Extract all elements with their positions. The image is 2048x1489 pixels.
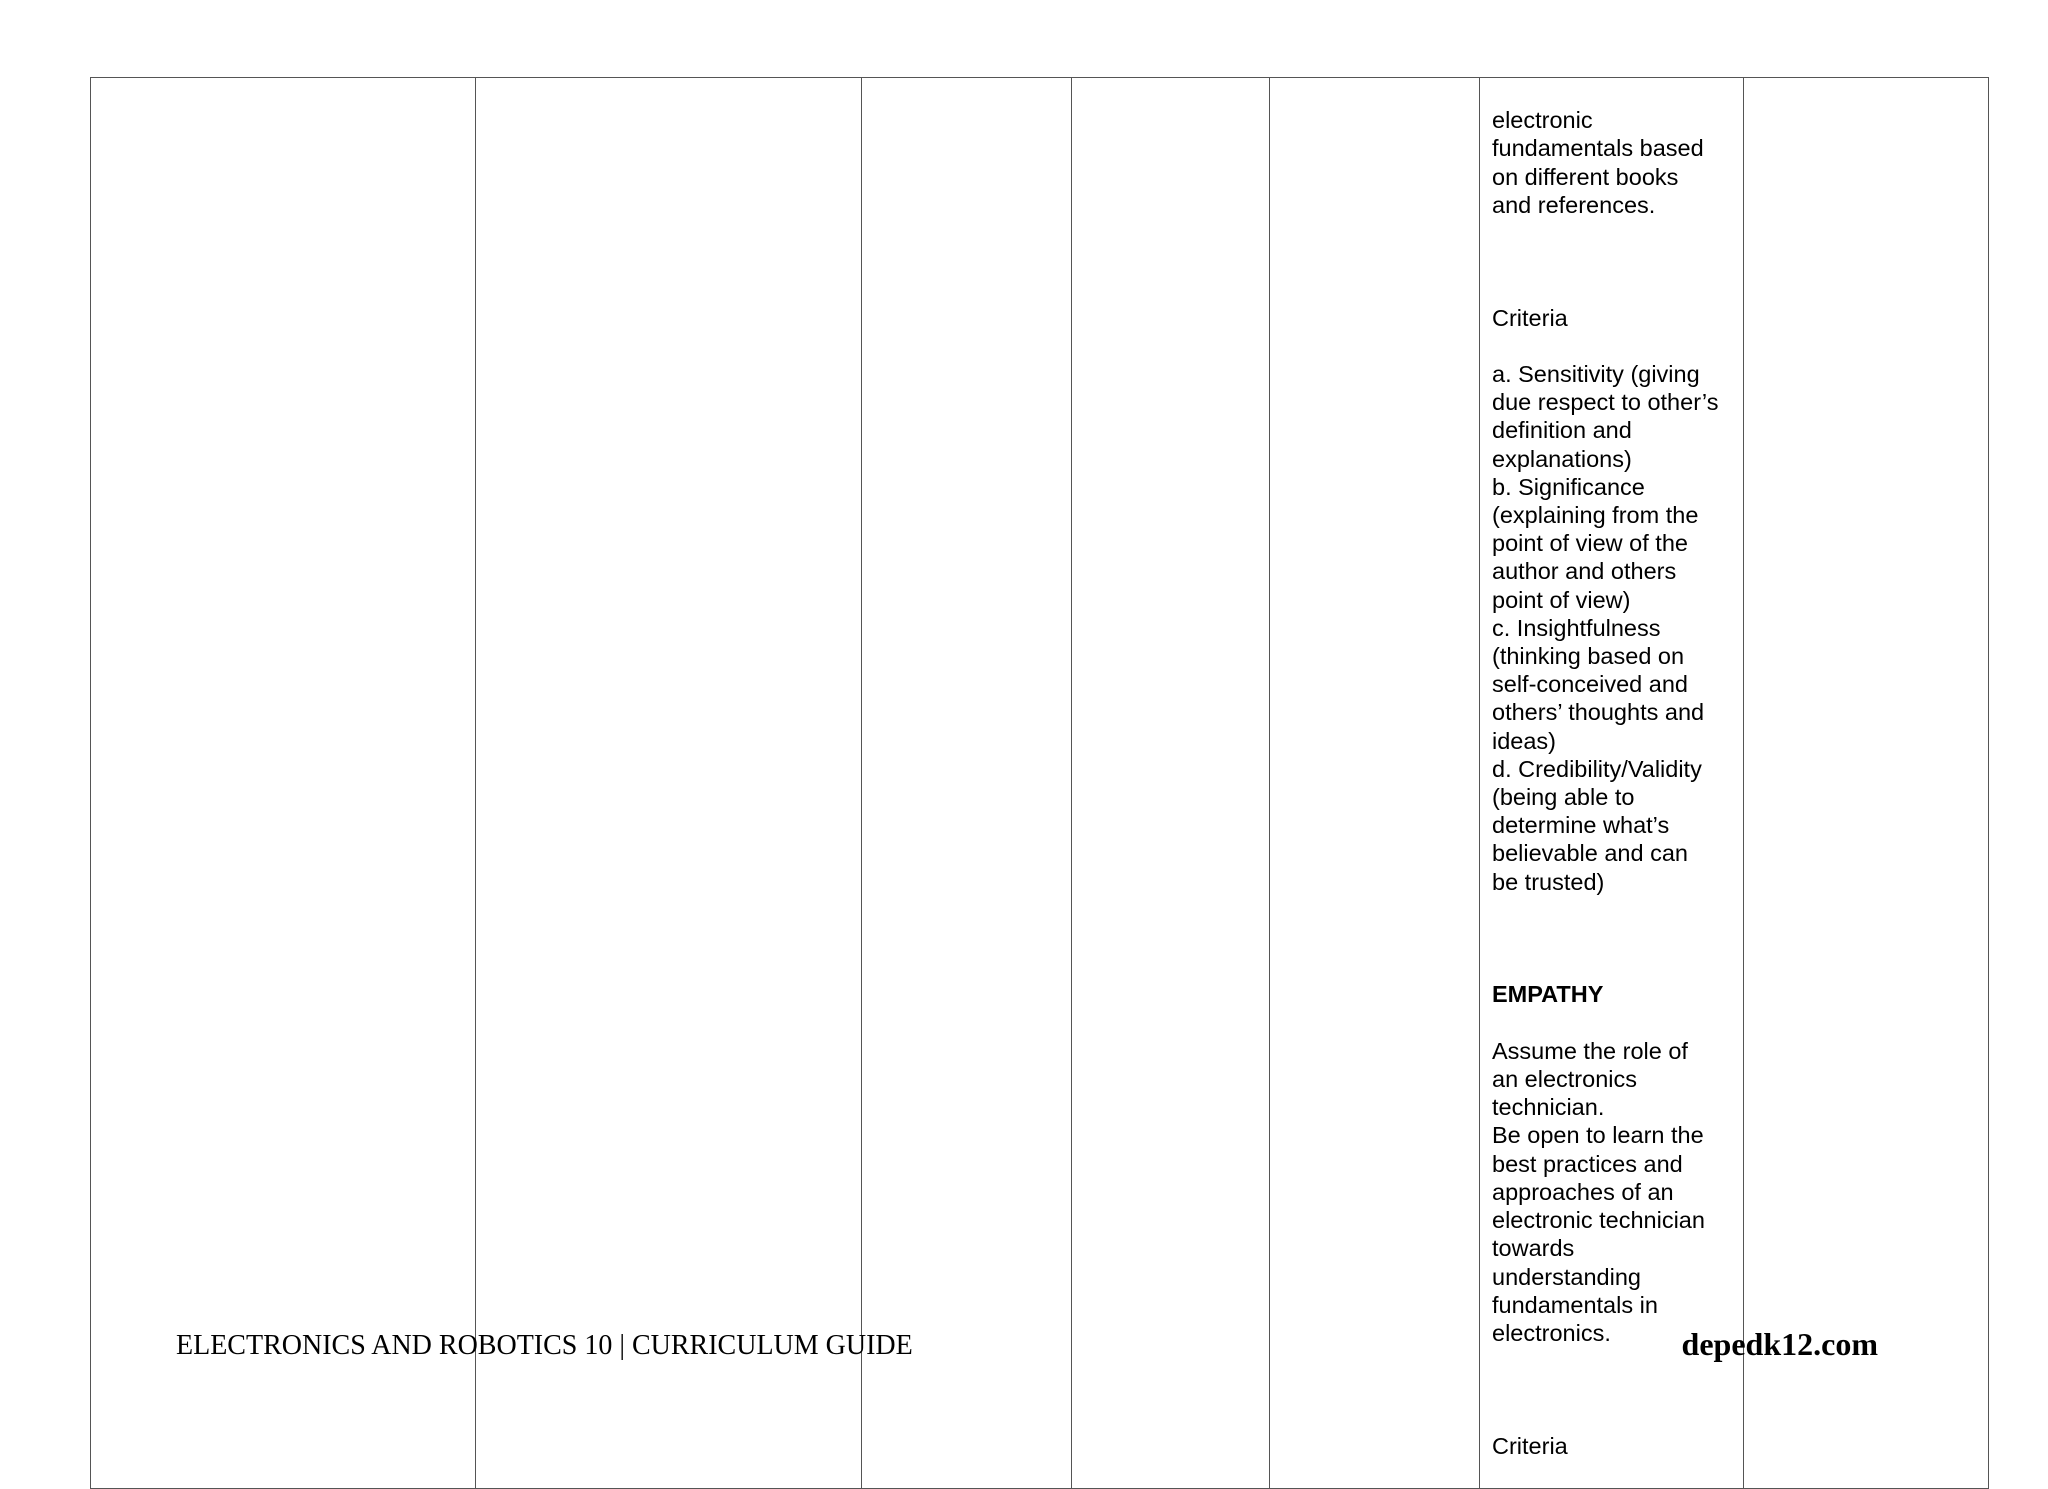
table-cell-remarks xyxy=(1744,78,1989,1489)
footer-website: depedk12.com xyxy=(1681,1326,1878,1362)
empathy-text: Assume the role of an electronics technician. Be open to learn the best practices and approaches of an electronic technician towards understanding fundamentals in electronics. xyxy=(1492,1037,1705,1346)
table-cell-content-standards xyxy=(91,78,476,1489)
empathy-heading: EMPATHY xyxy=(1492,981,1604,1008)
criteria-heading-2: Criteria xyxy=(1492,1432,1568,1459)
table-cell-assessment xyxy=(1480,78,1744,1489)
table-cell-learning-materials xyxy=(1270,78,1480,1489)
table-row xyxy=(91,78,1989,1489)
footer-document-title: ELECTRONICS AND ROBOTICS 10 | CURRICULUM GUIDE xyxy=(176,1330,913,1361)
curriculum-table xyxy=(90,77,1989,1489)
table-cell-learning-competencies xyxy=(862,78,1072,1489)
table-cell-performance-standards xyxy=(476,78,862,1489)
criteria-list: a. Sensitivity (giving due respect to other’s definition and explanations) b. Significance (explaining from the point of view of the author and others point of view) c. Insightfulness (thinking based on self-conceived and others’ thoughts and ideas) d. Credibility/Validity (being able to determine what’s believable and can be trusted) xyxy=(1492,361,1719,895)
assessment-paragraph: electronic fundamentals based on different books and references. xyxy=(1492,107,1704,218)
assessment-text xyxy=(1480,78,1743,1488)
table-cell-code xyxy=(1072,78,1270,1489)
criteria-heading: Criteria xyxy=(1492,304,1568,331)
